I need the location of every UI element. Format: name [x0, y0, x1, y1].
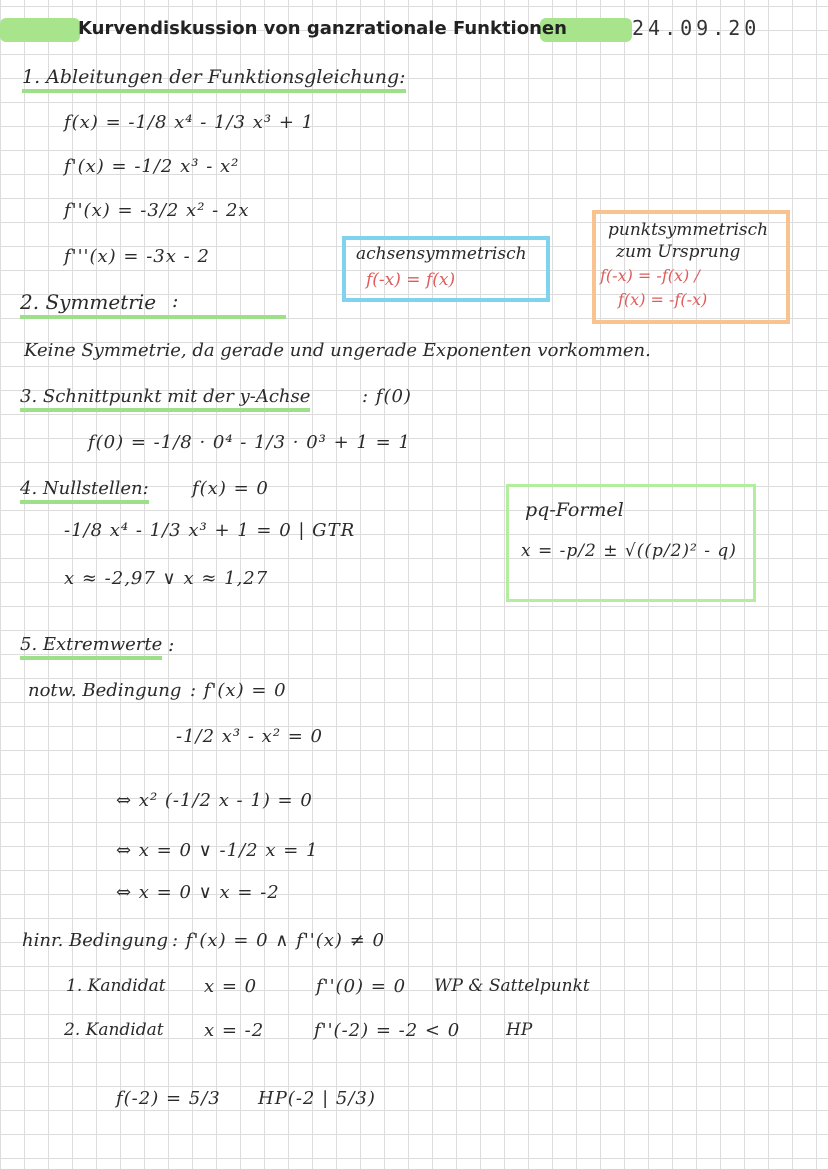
page-title: Kurvendiskussion von ganzrationale Funktionen [78, 18, 567, 39]
pq-formula-title: pq-Formel [525, 499, 624, 521]
section2-colon: : [172, 290, 179, 312]
sufficient-condition: : f'(x) = 0 ∧ f''(x) ≠ 0 [172, 930, 385, 951]
axis-symmetry-title: achsensymmetrisch [356, 244, 527, 264]
candidate-2-x: x = -2 [204, 1020, 265, 1041]
maximum-point: HP(-2 | 5/3) [258, 1088, 376, 1109]
y-intercept-condition: : f(0) [362, 386, 412, 407]
candidate-1-x: x = 0 [204, 976, 258, 997]
point-symmetry-rule-2: f(x) = -f(-x) [618, 290, 708, 309]
extrema-step-1: -1/2 x³ - x² = 0 [176, 726, 324, 747]
derivative-2: f''(x) = -3/2 x² - 2x [64, 200, 250, 221]
point-symmetry-box [592, 210, 790, 324]
candidate-1-eval: f''(0) = 0 [316, 976, 407, 997]
function-f: f(x) = -1/8 x⁴ - 1/3 x³ + 1 [64, 112, 315, 133]
pq-formula: x = -p/2 ± √((p/2)² - q) [521, 541, 737, 561]
title-highlight-left [0, 18, 80, 42]
candidate-2-note: HP [506, 1020, 533, 1040]
axis-symmetry-box [342, 236, 550, 302]
derivative-1: f'(x) = -1/2 x³ - x² [64, 156, 240, 177]
candidate-1-note: WP & Sattelpunkt [434, 976, 590, 996]
section5-colon: : [168, 634, 175, 656]
extrema-step-2: ⇔ x² (-1/2 x - 1) = 0 [116, 790, 313, 811]
section5-heading: 5. Extremwerte [20, 634, 162, 660]
pq-formula-box [506, 484, 756, 602]
sufficient-condition-label: hinr. Bedingung [22, 930, 168, 951]
candidate-1-label: 1. Kandidat [66, 976, 166, 996]
candidate-2-label: 2. Kandidat [64, 1020, 164, 1040]
section3-heading: 3. Schnittpunkt mit der y-Achse [20, 386, 310, 412]
roots-equation: -1/8 x⁴ - 1/3 x³ + 1 = 0 | GTR [64, 520, 356, 541]
roots-condition: f(x) = 0 [192, 478, 269, 499]
symmetry-statement: Keine Symmetrie, da gerade und ungerade Exponenten vorkommen. [24, 340, 651, 361]
function-value: f(-2) = 5/3 [116, 1088, 221, 1109]
axis-symmetry-rule: f(-x) = f(x) [366, 270, 456, 290]
extrema-step-4: ⇔ x = 0 ∨ x = -2 [116, 882, 280, 903]
section1-heading: 1. Ableitungen der Funktionsgleichung: [22, 66, 406, 93]
date: 24.09.20 [632, 16, 761, 40]
extrema-step-3: ⇔ x = 0 ∨ -1/2 x = 1 [116, 840, 319, 861]
section2-heading: 2. Symmetrie [20, 290, 286, 319]
necessary-condition: : f'(x) = 0 [190, 680, 287, 701]
derivative-3: f'''(x) = -3x - 2 [64, 246, 210, 267]
necessary-condition-label: notw. Bedingung [28, 680, 182, 701]
point-symmetry-subtitle: zum Ursprung [616, 242, 741, 262]
roots-result: x ≈ -2,97 ∨ x ≈ 1,27 [64, 568, 269, 589]
point-symmetry-title: punktsymmetrisch [608, 220, 769, 240]
point-symmetry-rule-1: f(-x) = -f(x) / [600, 266, 700, 285]
y-intercept-calculation: f(0) = -1/8 · 0⁴ - 1/3 · 0³ + 1 = 1 [88, 432, 411, 453]
candidate-2-eval: f''(-2) = -2 < 0 [314, 1020, 461, 1041]
section4-heading: 4. Nullstellen: [20, 478, 149, 504]
